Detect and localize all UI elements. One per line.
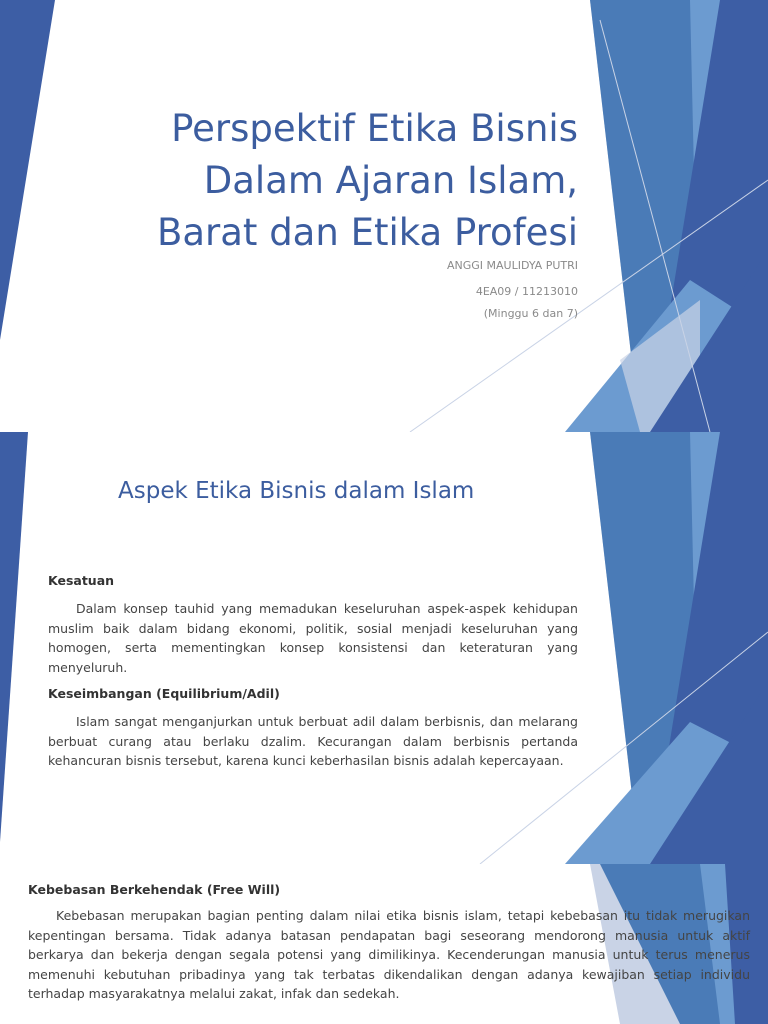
title-line-3: Barat dan Etika Profesi <box>156 211 578 254</box>
title-line-1: Perspektif Etika Bisnis <box>171 107 578 150</box>
title-line-2: Dalam Ajaran Islam, <box>203 159 578 202</box>
slide-title <box>58 103 578 259</box>
author-name: ANGGI MAULIDYA PUTRI <box>446 259 578 272</box>
left-facet <box>0 432 28 842</box>
class-id: 4EA09 / 11213010 <box>475 285 578 298</box>
section-heading-kesatuan: Kesatuan <box>48 573 115 588</box>
section-heading-kebebasan: Kebebasan Berkehendak (Free Will) <box>28 882 281 897</box>
section-heading-keseimbangan: Keseimbangan (Equilibrium/Adil) <box>48 686 280 701</box>
content-slide-free-will <box>0 864 768 1024</box>
week-note: (Minggu 6 dan 7) <box>483 307 578 320</box>
section-body-keseimbangan: Islam sangat menganjurkan untuk berbuat adil dalam berbisnis, dan melarang berbuat curang atau berlaku dzalim. Kecurangan dalam berbisnis pertanda kehancuran bisnis tersebut, karena kunci keberhasilan bisnis adalah kepercayaan. <box>48 714 578 768</box>
content-slide-aspects <box>0 432 768 864</box>
slide-title: Aspek Etika Bisnis dalam Islam <box>118 478 475 504</box>
left-facet <box>0 0 55 340</box>
section-body-kesatuan: Dalam konsep tauhid yang memadukan keseluruhan aspek-aspek kehidupan muslim baik dalam bidang ekonomi, politik, sosial menjadi keseluruhan yang homogen, serta mementingkan konsep konsistensi dan keteraturan yang menyeluruh. <box>48 601 578 675</box>
section-body-kebebasan: Kebebasan merupakan bagian penting dalam nilai etika bisnis islam, tetapi kebebasan itu tidak merugikan kepentingan bersama. Tidak adanya batasan pendapatan bagi seseorang mendorong manusia untuk aktif berkarya dan bekerja dengan segala potensi yang dimilikinya. Kecenderungan manusia untuk terus menerus memenuhi kebutuhan pribadinya yang tak terbatas dikendalikan dengan adanya kewajiban setiap individu terhadap masyarakatnya melalui zakat, infak dan sedekah. <box>28 908 750 1001</box>
title-slide <box>0 0 768 432</box>
